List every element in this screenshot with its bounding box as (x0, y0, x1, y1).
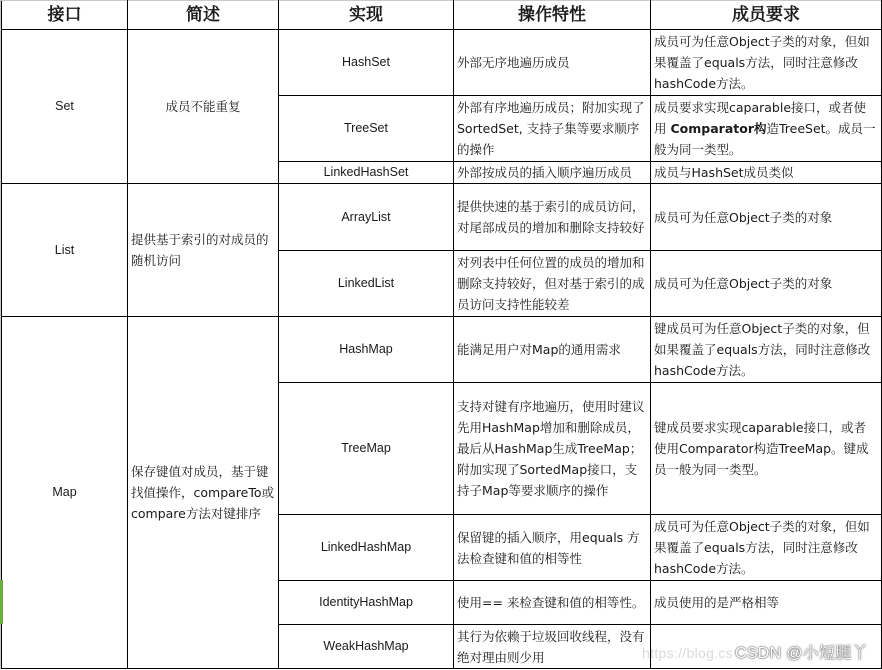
req-treeset (651, 96, 882, 162)
green-edge-marker (0, 580, 3, 624)
req-linkedhashset: 成员与HashSet成员类似 (651, 162, 882, 184)
impl-treemap: TreeMap (279, 383, 454, 515)
impl-linkedhashset: LinkedHashSet (279, 162, 454, 184)
impl-hashmap: HashMap (279, 317, 454, 383)
interface-set: Set (2, 30, 128, 184)
impl-weakhashmap: WeakHashMap (279, 625, 454, 669)
header-operation-traits: 操作特性 (454, 1, 651, 30)
ops-hashset: 外部无序地遍历成员 (454, 30, 651, 96)
header-member-requirements: 成员要求 (651, 1, 882, 30)
description-list: 提供基于索引的对成员的随机访问 (128, 184, 279, 317)
description-map: 保存键值对成员，基于键找值操作，compareTo或compare方法对键排序 (128, 317, 279, 669)
req-hashmap: 键成员可为任意Object子类的对象，但如果覆盖了equals方法，同时注意修改hashCode方法。 (651, 317, 882, 383)
req-treemap: 键成员要求实现caparable接口，或者使用Comparator构造TreeMap。键成员一般为同一类型。 (651, 383, 882, 515)
ops-weakhashmap: 其行为依赖于垃圾回收线程，没有绝对理由则少用 (454, 625, 651, 669)
table-row (2, 30, 882, 96)
table-row (2, 184, 882, 251)
ops-identityhashmap: 使用== 来检查键和值的相等性。 (454, 581, 651, 625)
impl-linkedhashmap: LinkedHashMap (279, 515, 454, 581)
req-treeset-bold: Comparator构 (670, 121, 767, 136)
req-hashset: 成员可为任意Object子类的对象，但如果覆盖了equals方法，同时注意修改hashCode方法。 (651, 30, 882, 96)
req-treeset-pre: 成员要求实现caparable接口，或者使用 (654, 100, 867, 136)
header-description: 简述 (128, 1, 279, 30)
req-linkedhashmap: 成员可为任意Object子类的对象，但如果覆盖了equals方法，同时注意修改hashCode方法。 (651, 515, 882, 581)
req-arraylist: 成员可为任意Object子类的对象 (651, 184, 882, 251)
impl-hashset: HashSet (279, 30, 454, 96)
interface-map: Map (2, 317, 128, 669)
impl-arraylist: ArrayList (279, 184, 454, 251)
description-set: 成员不能重复 (128, 30, 279, 184)
ops-arraylist: 提供快速的基于索引的成员访问，对尾部成员的增加和删除支持较好 (454, 184, 651, 251)
header-implementation: 实现 (279, 1, 454, 30)
impl-identityhashmap: IdentityHashMap (279, 581, 454, 625)
ops-linkedhashset: 外部按成员的插入顺序遍历成员 (454, 162, 651, 184)
csdn-watermark (642, 640, 868, 663)
impl-treeset: TreeSet (279, 96, 454, 162)
table-header-row (2, 1, 882, 30)
watermark-url: https://blog.cs (642, 645, 733, 661)
table-row (2, 317, 882, 383)
interface-list: List (2, 184, 128, 317)
req-treeset-post: 造TreeSet。成员一般为同一类型。 (654, 121, 876, 157)
ops-treemap: 支持对键有序地遍历，使用时建议先用HashMap增加和删除成员，最后从HashMap生成TreeMap；附加实现了SortedMap接口，支持子Map等要求顺序的操作 (454, 383, 651, 515)
watermark-text: CSDN @小短腿丫 (734, 645, 868, 662)
req-linkedlist: 成员可为任意Object子类的对象 (651, 251, 882, 317)
ops-linkedlist: 对列表中任何位置的成员的增加和删除支持较好，但对基于索引的成员访问支持性能较差 (454, 251, 651, 317)
impl-linkedlist: LinkedList (279, 251, 454, 317)
ops-treeset: 外部有序地遍历成员；附加实现了SortedSet, 支持子集等要求顺序的操作 (454, 96, 651, 162)
header-interface: 接口 (2, 1, 128, 30)
ops-hashmap: 能满足用户对Map的通用需求 (454, 317, 651, 383)
req-identityhashmap: 成员使用的是严格相等 (651, 581, 882, 625)
ops-linkedhashmap: 保留键的插入顺序，用equals 方法检查键和值的相等性 (454, 515, 651, 581)
collection-comparison-table (1, 0, 882, 669)
